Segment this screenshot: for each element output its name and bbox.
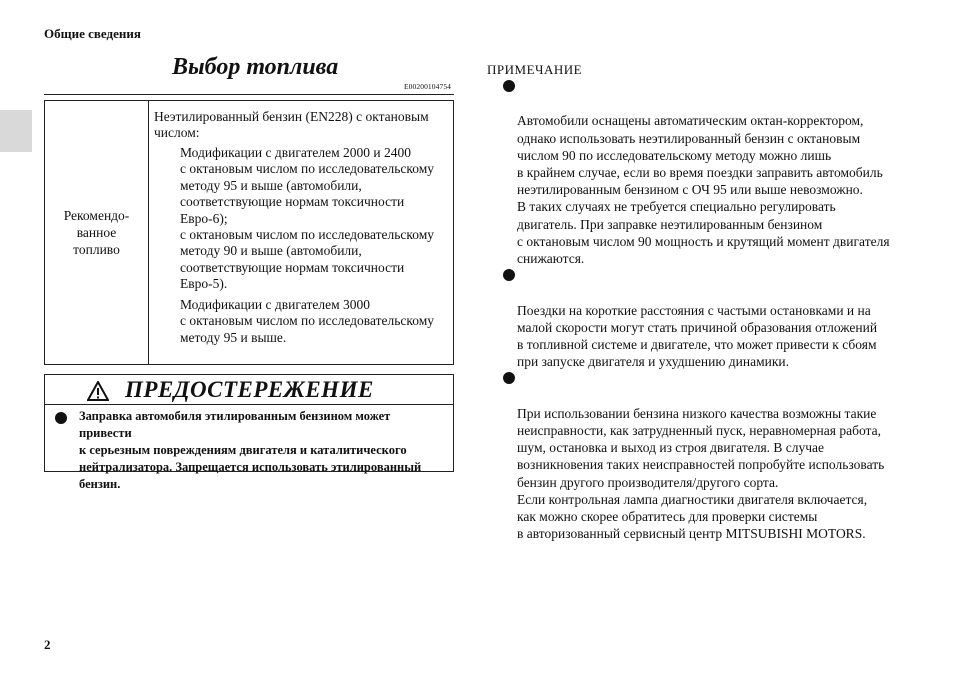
fuel-intro-text: Неэтилированный бензин (EN228) с октановым числом:	[154, 109, 429, 141]
note-heading: ПРИМЕЧАНИЕ	[487, 62, 583, 77]
document-code: E00200104754	[404, 82, 452, 91]
warning-header	[45, 375, 453, 405]
warning-item: Заправка автомобиля этилированным бензином может привести к серьезным повреждениям двигателя и каталитического нейтрализатора. Запрещается использовать этилированный бензин.	[79, 409, 422, 491]
page-number: 2	[44, 637, 51, 652]
fuel-table-label-cell	[45, 101, 149, 364]
warning-title: ПРЕДОСТЕРЕЖЕНИЕ	[125, 377, 374, 402]
note-item-autocorrector	[487, 78, 907, 267]
bullet-icon	[503, 372, 515, 384]
fuel-group-2000-2400: Модификации с двигателем 2000 и 2400 с октановым числом по исследовательскому методу 95 и выше (автомобили, соответствующие нормам токсичности Евро-6); с октановым числом по исследовательскому методу 90 и выше (автомобили, соответствующие нормам токсичности Евро-5).	[180, 145, 435, 292]
fuel-table-content-cell	[150, 101, 453, 364]
fuel-group-3000: Модификации с двигателем 3000 с октановым числом по исследовательскому методу 95 и выше.	[180, 297, 435, 345]
bullet-icon	[503, 269, 515, 281]
bullet-icon	[55, 412, 67, 424]
note-item-low-quality-fuel	[487, 370, 907, 542]
fuel-table-label	[58, 207, 136, 258]
note-list	[487, 78, 907, 542]
fuel-table	[44, 100, 454, 365]
fuel-table-label-text: Рекомендо- ванное топливо	[63, 208, 130, 257]
section-tab	[0, 110, 32, 152]
bullet-icon	[503, 80, 515, 92]
note-item-text: Поездки на короткие расстояния с частыми остановками и на малой скорости могут стать причиной образования отложений в топливной системе и двигателе, что может привести к сбоям при запуске двигателя и ухудшению динамики.	[517, 302, 878, 370]
warning-box	[44, 374, 454, 491]
title-divider	[44, 94, 454, 95]
page-title: Выбор топлива	[172, 54, 339, 80]
section-header: Общие сведения	[44, 26, 141, 41]
note-item-text: При использовании бензина низкого качества возможны такие неисправности, как затрудненный пуск, неравномерная работа, шум, остановка и выход из строя двигателя. В случае возникновения таких неисправностей попробуйте использовать бензин другого производителя/другого сорта. Если контрольная лампа диагностики двигателя включается, как можно скорее обратитесь для проверки системы в авторизованный сервисный центр MITSUBISHI MOTORS.	[517, 405, 885, 542]
warning-triangle-icon	[87, 381, 109, 401]
note-item-short-trips	[487, 267, 907, 370]
note-item-text: Автомобили оснащены автоматическим октан-корректором, однако использовать неэтилированный бензин с октановым числом 90 по исследовательскому методу можно лишь в крайнем случае, если во время поездки заправить автомобиль неэтилированным бензином с ОЧ 95 или выше невозможно. В таких случаях не требуется специально регулировать двигатель. При заправке неэтилированным бензином с октановым числом 90 мощность и крутящий момент двигателя снижаются.	[517, 113, 890, 267]
